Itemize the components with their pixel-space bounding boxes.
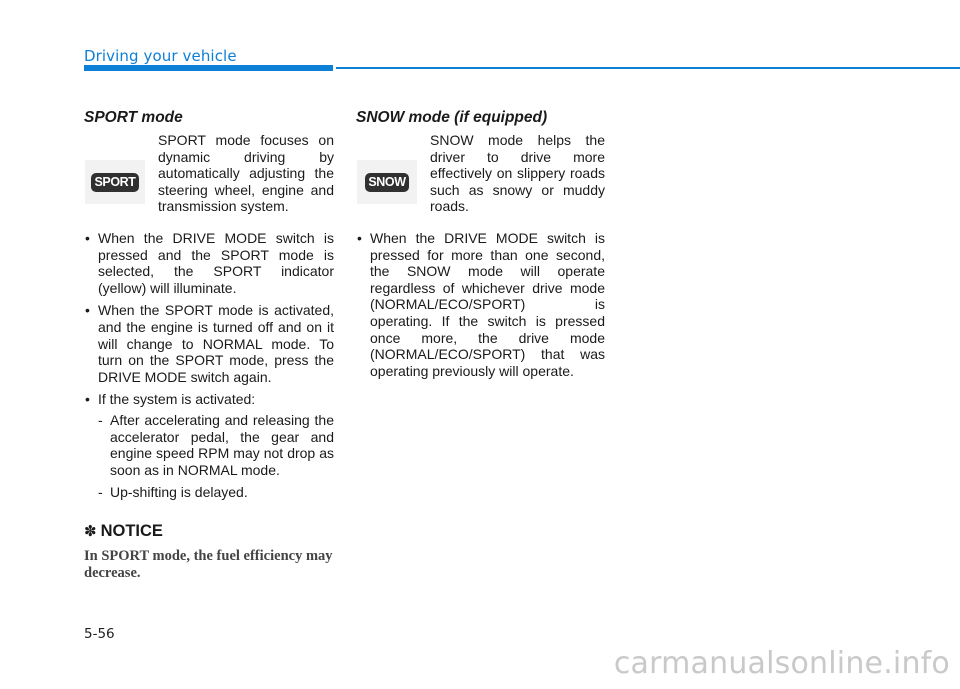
notice-text: In SPORT mode, the fuel efficiency may decrease. [84,547,333,581]
snow-mode-indicator-icon: SNOW [365,173,408,192]
sport-bullet-list [84,230,334,501]
list-item: • When the DRIVE MODE switch is pressed for more than one second, the SNOW mode will operate regardless of whichever drive mode (NORMAL/ECO/SPORT) is operating. If the switch is pressed once more, the drive mode (NORMAL/ECO/SPORT) that was operating previously will operate. [357,230,605,379]
snow-bullet-list [356,230,605,379]
left-column [84,108,334,582]
notice-heading [84,521,334,542]
list-item: • When the DRIVE MODE switch is pressed and the SPORT mode is selected, the SPORT indicator (yellow) will illuminate. [85,230,334,296]
sport-badge-box [85,160,145,204]
dash-icon: - [98,411,103,428]
right-column [356,108,605,385]
snow-badge-box [357,160,417,204]
bullet-icon: • [85,302,90,319]
notice-title: NOTICE [100,521,163,540]
sport-sub-list [98,412,334,501]
sport-intro-text: SPORT mode focuses on dynamic driving by automatically adjusting the steering wheel, engine and transmission system. [158,132,334,215]
list-item: • If the system is activated: - After accelerating and releasing the accelerator pedal, the gear and engine speed RPM may not drop as soon as in NORMAL mode. - Up-shifting is delayed. [85,391,334,501]
snow-intro-text: SNOW mode helps the driver to drive more effectively on slippery roads such as snowy or muddy roads. [430,132,605,215]
header-bar-rule [336,67,960,69]
header-bar-accent [84,65,333,71]
snow-intro [356,132,605,230]
sport-mode-indicator-icon: SPORT [91,173,138,192]
bullet-icon: • [85,391,90,408]
sport-mode-title: SPORT mode [84,109,183,126]
sub-list-item: - Up-shifting is delayed. [98,484,248,501]
sub-list-item: - After accelerating and releasing the accelerator pedal, the gear and engine speed RPM may not drop as soon as in NORMAL mode. [98,411,334,478]
sport-intro [84,132,334,230]
header-title: Driving your vehicle [84,47,237,65]
page-number: 5-56 [84,626,115,642]
dash-icon: - [98,484,103,501]
bullet-icon: • [85,230,90,246]
snow-mode-title: SNOW mode (if equipped) [356,109,548,126]
watermark: carmanualsonline.info [613,646,950,681]
list-item: • When the SPORT mode is activated, and the engine is turned off and on it will change to NORMAL mode. To turn on the SPORT mode, press the DRIVE MODE switch again. [85,302,334,385]
notice-star-icon: ✽ [84,522,97,540]
bullet-icon: • [357,230,362,246]
